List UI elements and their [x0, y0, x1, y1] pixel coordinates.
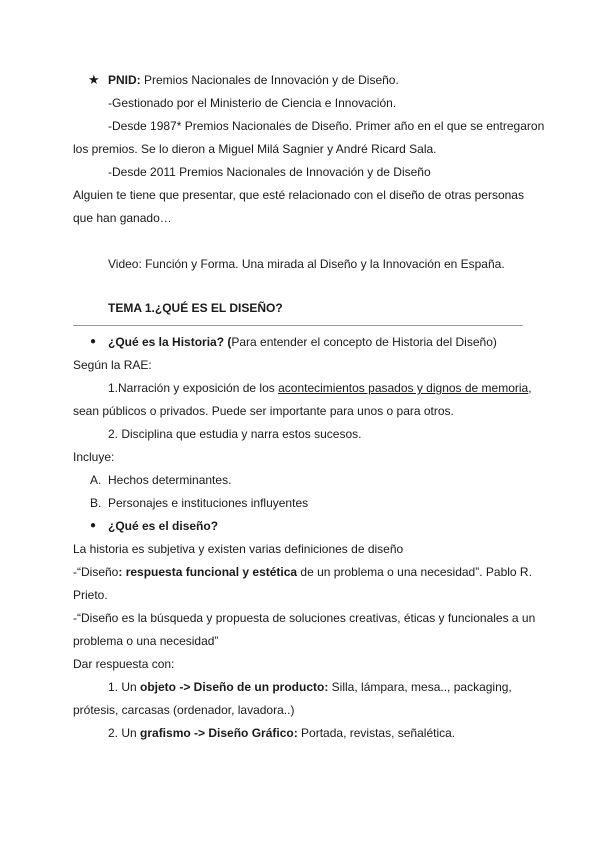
- historia-q-bold: ¿Qué es la Historia? (: [108, 335, 232, 349]
- r2-pre: 2. Un: [108, 726, 141, 740]
- respuesta-2: [108, 725, 455, 741]
- historia-def-2: 2. Disciplina que estudia y narra estos sucesos.: [108, 427, 362, 441]
- pnid-line-2b: los premios. Se lo dieron a Miguel Milá Sagnier y André Ricard Sala.: [73, 142, 437, 156]
- list-item: [90, 472, 101, 488]
- pnid-line-2a: -Desde 1987* Premios Nacionales de Diseño. Primer año en el que se entregaron: [108, 119, 545, 133]
- pnid-note-a: Alguien te tiene que presentar, que esté relacionado con el diseño de otras personas: [73, 188, 524, 202]
- pnid-heading: [108, 72, 399, 88]
- def1-pre: 1.Narración y exposición de los: [108, 381, 279, 395]
- historia-def-1: [108, 380, 532, 396]
- historia-question: [108, 334, 497, 350]
- diseno-quote-1b: Prieto.: [73, 588, 108, 602]
- list-marker: A.: [90, 473, 102, 487]
- list-item: [90, 495, 101, 511]
- pnid-note-b: que han ganado…: [73, 211, 172, 225]
- star-bullet-icon: ★: [88, 72, 100, 87]
- incluye-label: Incluye:: [73, 450, 115, 464]
- r1-bold: objeto -> Diseño de un producto:: [140, 680, 329, 694]
- list-item-text: Personajes e instituciones influyentes: [108, 496, 309, 510]
- rae-label: Según la RAE:: [73, 358, 152, 372]
- dar-respuesta: Dar respuesta con:: [73, 657, 175, 671]
- bullet-icon: ●: [90, 520, 97, 531]
- r2-bold: grafismo -> Diseño Gráfico:: [140, 726, 298, 740]
- diseno-quote-2b: problema o una necesidad”: [73, 634, 219, 648]
- r1-post: Silla, lámpara, mesa.., packaging,: [328, 680, 512, 694]
- video-line: Video: Función y Forma. Una mirada al Diseño y la Innovación en España.: [108, 257, 505, 271]
- def1-underlined: acontecimientos pasados y dignos de memoria: [278, 381, 529, 395]
- q1-post: de un problema o una necesidad”. Pablo R.: [297, 565, 532, 579]
- pnid-label: PNID:: [108, 73, 141, 87]
- diseno-p1: La historia es subjetiva y existen varias definiciones de diseño: [73, 542, 404, 556]
- diseno-quote-2a: -“Diseño es la búsqueda y propuesta de soluciones creativas, éticas y funcionales a un: [73, 611, 536, 625]
- q1-pre: -“Diseño: [73, 565, 119, 579]
- def1-post: ,: [528, 381, 532, 395]
- respuesta-1b: prótesis, carcasas (ordenador, lavadora..): [73, 703, 295, 717]
- section-divider: [73, 325, 523, 326]
- pnid-line-3: -Desde 2011 Premios Nacionales de Innovación y de Diseño: [108, 165, 431, 179]
- r2-post: Portada, revistas, señalética.: [297, 726, 456, 740]
- diseno-quote-1: [73, 564, 532, 580]
- historia-def-1b: sean públicos o privados. Puede ser importante para unos o para otros.: [73, 404, 454, 418]
- respuesta-1: [108, 679, 512, 695]
- diseno-question: ¿Qué es el diseño?: [108, 519, 219, 533]
- list-item-text: Hechos determinantes.: [108, 473, 232, 487]
- tema-title: TEMA 1.¿QUÉ ES EL DISEÑO?: [108, 301, 283, 315]
- r1-pre: 1. Un: [108, 680, 141, 694]
- historia-q-rest: Para entender el concepto de Historia del Diseño): [231, 335, 497, 349]
- list-marker: B.: [90, 496, 102, 510]
- pnid-title: Premios Nacionales de Innovación y de Diseño.: [140, 73, 399, 87]
- q1-bold: : respuesta funcional y estética: [118, 565, 298, 579]
- bullet-icon: ●: [90, 336, 97, 347]
- pnid-line-1: -Gestionado por el Ministerio de Ciencia e Innovación.: [108, 96, 397, 110]
